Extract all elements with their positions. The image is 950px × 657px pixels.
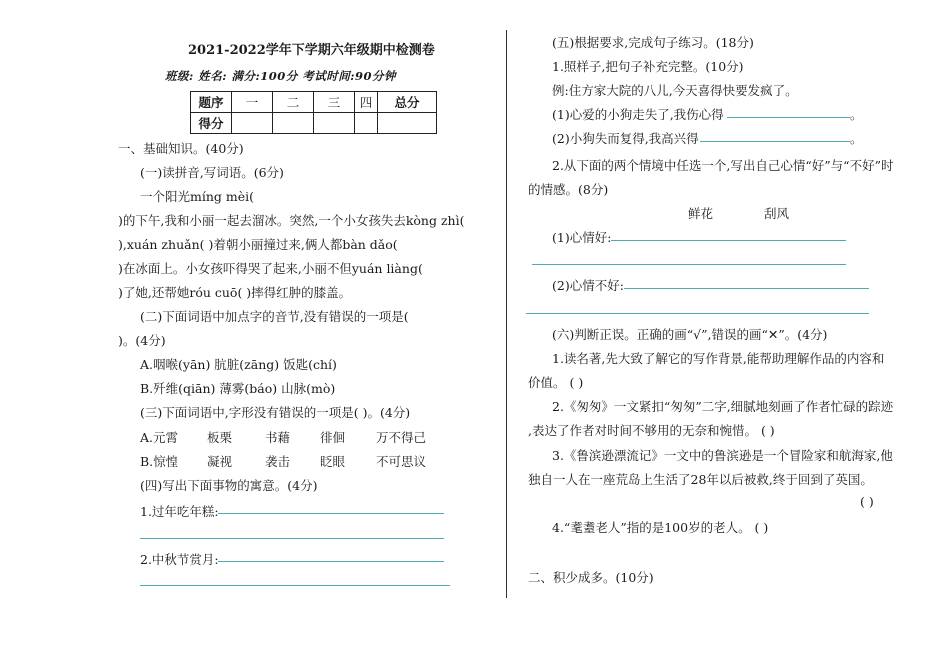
q2-option-a: A.咽喉(yān) 肮脏(zāng) 饭匙(chí) (140, 357, 337, 372)
q3-option-b-5: 不可思议 (376, 454, 427, 469)
answer-line[interactable] (727, 117, 850, 118)
answer-line[interactable] (218, 561, 444, 562)
score-input-cell[interactable] (314, 113, 355, 134)
q1-line: )的下午,我和小丽一起去溜冰。突然,一个小女孩失去kòng zhì( (118, 213, 465, 228)
q1-line: )在冰面上。小女孩吓得哭了起来,小丽不但yuán liàng( (118, 261, 423, 276)
q2-title: (二)下面词语中加点字的音节,没有错误的一项是( (140, 309, 409, 324)
score-input-cell[interactable] (232, 113, 273, 134)
score-cell: 得分 (191, 113, 232, 134)
score-table-header-row (191, 92, 437, 113)
answer-line[interactable] (611, 240, 846, 241)
exam-title: 2021-2022学年下学期六年级期中检测卷 (188, 43, 435, 58)
answer-line[interactable] (140, 538, 444, 539)
q6-item-1: 1.读名著,先大致了解它的写作背景,能帮助理解作品的内容和 (552, 351, 885, 366)
q6-item-3-cont: 独自一人在一座荒岛上生活了28年以后被救,终于回到了英国。 (528, 472, 873, 487)
score-input-cell[interactable] (355, 113, 378, 134)
answer-line[interactable] (140, 585, 450, 586)
q6-title: (六)判断正误。正确的画“√”,错误的画“✕”。(4分) (552, 327, 828, 342)
q3-option-b-1: B.惊惶 (140, 454, 179, 469)
q5-sub2-line2: 的情感。(8分) (528, 182, 609, 197)
q3-option-a-2: 板栗 (207, 430, 233, 445)
q6-item-2-cont: ,表达了作者对时间不够用的无奈和惋惜。 ( ) (528, 423, 775, 438)
q2-option-b: B.歼维(qiān) 薄雾(báo) 山脉(mò) (140, 381, 336, 396)
q4-item-1: 1.过年吃年糕: (140, 504, 219, 519)
score-input-cell[interactable] (378, 113, 437, 134)
period: 。 (850, 131, 863, 146)
mood-good-label: (1)心情好: (552, 230, 612, 245)
column-divider (506, 30, 507, 598)
exam-meta: 班级: 姓名: 满分:100分 考试时间:90分钟 (165, 69, 396, 83)
q1-line: 一个阳光míng mèi( (140, 189, 255, 204)
score-input-cell[interactable] (273, 113, 314, 134)
q4-title: (四)写出下面事物的寓意。(4分) (140, 478, 318, 493)
q6-item-2: 2.《匆匆》一文紧扣“匆匆”二字,细腻地刻画了作者忙碌的踪迹 (552, 399, 894, 414)
q3-option-a-1: A.元霄 (140, 430, 179, 445)
q6-item-1-cont: 价值。 ( ) (528, 375, 584, 390)
q1-title: (一)读拼音,写词语。(6分) (140, 165, 284, 180)
score-cell: 四 (355, 92, 378, 113)
answer-line[interactable] (624, 288, 869, 289)
score-table (190, 91, 437, 134)
answer-line[interactable] (218, 513, 444, 514)
q6-item-3: 3.《鲁滨逊漂流记》一文中的鲁滨逊是一个冒险家和航海家,他 (552, 448, 893, 463)
q6-item-3-bracket: ( ) (860, 494, 874, 509)
q4-item-2: 2.中秋节赏月: (140, 552, 219, 567)
answer-line[interactable] (532, 264, 846, 265)
mood-bad-label: (2)心情不好: (552, 278, 624, 293)
score-cell: 三 (314, 92, 355, 113)
part1-heading: 一、基础知识。(40分) (118, 141, 244, 156)
answer-line[interactable] (700, 141, 850, 142)
q5-sentence-2: (2)小狗失而复得,我高兴得 (552, 131, 699, 146)
q3-option-b-4: 眨眼 (320, 454, 346, 469)
q3-option-b-2: 凝视 (207, 454, 233, 469)
score-cell: 总分 (378, 92, 437, 113)
score-cell: 二 (273, 92, 314, 113)
q2-title-cont: )。(4分) (118, 333, 166, 348)
scene-option-2: 刮风 (764, 206, 790, 221)
score-table-score-row (191, 113, 437, 134)
score-cell: 一 (232, 92, 273, 113)
q1-line: ),xuán zhuǎn( )着朝小丽撞过来,俩人都bàn dǎo( (118, 237, 398, 252)
q3-option-b-3: 袭击 (265, 454, 291, 469)
q3-title: (三)下面词语中,字形没有错误的一项是( )。(4分) (140, 405, 411, 420)
q5-sentence-1: (1)心爱的小狗走失了,我伤心得 (552, 107, 724, 122)
q6-item-4: 4.“耄耋老人”指的是100岁的老人。 ( ) (552, 520, 769, 535)
score-cell: 题序 (191, 92, 232, 113)
q3-option-a-5: 万不得己 (376, 430, 427, 445)
q3-option-a-4: 徘佪 (320, 430, 346, 445)
answer-line[interactable] (526, 313, 869, 314)
q5-example: 例:住方家大院的八儿,今天喜得快要发疯了。 (552, 83, 798, 98)
period: 。 (850, 107, 863, 122)
part2-heading: 二、积少成多。(10分) (528, 570, 654, 585)
q5-sub2-line1: 2.从下面的两个情境中任选一个,写出自己心情“好”与“不好”时 (552, 158, 894, 173)
q3-option-a-3: 书藉 (265, 430, 291, 445)
q5-sub1: 1.照样子,把句子补充完整。(10分) (552, 59, 744, 74)
scene-option-1: 鲜花 (688, 206, 714, 221)
q5-title: (五)根据要求,完成句子练习。(18分) (552, 35, 754, 50)
q1-line: )了她,还帮她róu cuō( )摔得红肿的膝盖。 (118, 285, 352, 300)
